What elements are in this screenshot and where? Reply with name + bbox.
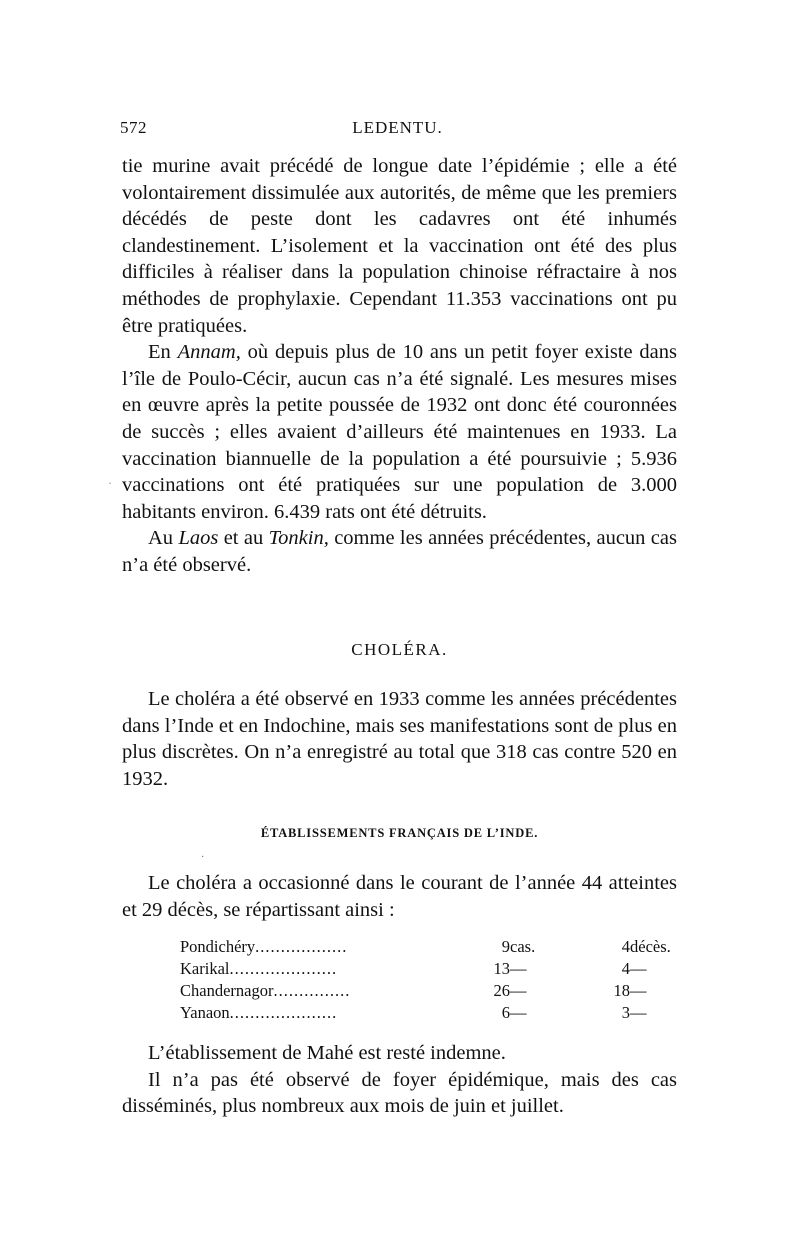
table-row: [180, 980, 700, 1002]
paragraph-annam: [122, 339, 677, 525]
paragraph-disseminated: Il n’a pas été observé de foyer épidémique, mais des cas disséminés, plus nombreux aux mois de juin et juillet.: [122, 1068, 677, 1118]
section-heading-cholera: CHOLÉRA.: [351, 640, 448, 659]
cases-table: [180, 936, 700, 1024]
deaths-unit: —: [630, 981, 647, 1000]
deaths-count: 4: [621, 937, 630, 956]
leader-dots: ...............: [273, 981, 351, 1000]
place-annam: Annam,: [177, 341, 241, 364]
etablissements-section: [122, 870, 677, 923]
plague-section: [122, 153, 677, 579]
cases-unit: —: [510, 981, 527, 1000]
place-tonkin: Tonkin,: [268, 527, 329, 550]
place-name: Pondichéry: [180, 937, 256, 956]
deaths-unit: —: [630, 959, 647, 978]
place-name: Yanaon: [180, 1003, 230, 1022]
subheading-etablissements: ÉTABLISSEMENTS FRANÇAIS DE L’INDE.: [260, 826, 539, 840]
page-number: 572: [120, 118, 147, 137]
cholera-section: [122, 686, 677, 792]
closing-section: [122, 1040, 677, 1120]
table-row: [180, 1002, 700, 1024]
table-row: [180, 936, 700, 958]
margin-mark: ·: [108, 476, 112, 490]
paragraph-cholera: Le choléra a été observé en 1933 comme les années précédentes dans l’Inde et en Indochine, mais ses manifestations sont de plus en plus discrètes. On n’a enregistré au total que 318 cas contre 520 en 1932.: [122, 688, 677, 790]
deaths-count: 3: [621, 1003, 630, 1022]
cases-count: 6: [501, 1003, 510, 1022]
lead-word: En: [148, 341, 178, 364]
deaths-unit: décès.: [630, 937, 671, 956]
margin-mark: ·: [201, 852, 205, 863]
paragraph-laos-text: comme les années précédentes, aucun cas n’a été observé.: [122, 527, 677, 576]
leader-dots: ..................: [255, 937, 348, 956]
lead-word: Au: [148, 527, 179, 550]
cases-unit: —: [510, 959, 527, 978]
paragraph-laos-tonkin: [122, 525, 677, 578]
cases-unit: —: [510, 1003, 527, 1022]
cases-count: 13: [493, 959, 510, 978]
running-title: LEDENTU.: [352, 118, 443, 137]
deaths-unit: —: [630, 1003, 647, 1022]
paragraph-annam-text: où depuis plus de 10 ans un petit foyer existe dans l’île de Poulo-Cécir, aucun cas n’a été signalé. Les mesures mises en œuvre après la petite poussée de 1932 ont donc été couronnées de succès ; elles avaient d’ailleurs été maintenues en 1933. La vaccination biannuelle de la population a été poursuivie ; 5.936 vaccinations ont été pratiquées sur une population de 3.000 habitants environ. 6.439 rats ont été détruits.: [122, 341, 678, 523]
table-row: [180, 958, 700, 980]
place-name: Chandernagor: [180, 981, 274, 1000]
cases-unit: cas.: [510, 937, 536, 956]
cases-count: 26: [493, 981, 510, 1000]
leader-dots: .....................: [229, 959, 338, 978]
place-name: Karikal: [180, 959, 230, 978]
running-header: [120, 118, 675, 142]
paragraph-mahe: L’établissement de Mahé est resté indemne.: [148, 1042, 506, 1064]
cases-count: 9: [501, 937, 510, 956]
deaths-count: 18: [613, 981, 630, 1000]
paragraph-etablissements-intro: Le choléra a occasionné dans le courant de l’année 44 atteintes et 29 décès, se répartissant ainsi :: [122, 872, 677, 921]
place-laos: Laos: [178, 527, 219, 550]
paragraph-continuation: tie murine avait précédé de longue date l’épidémie ; elle a été volontairement dissimulée aux autorités, de même que les premiers décédés de peste dont les cadavres ont été inhumés clandestinement. L’isolement et la vaccination ont été des plus difficiles à réaliser dans la population chinoise réfractaire à nos méthodes de prophylaxie. Cependant 11.353 vaccinations ont pu être pratiquées.: [122, 155, 677, 337]
connector-text: et au: [218, 527, 269, 550]
deaths-count: 4: [621, 959, 630, 978]
leader-dots: .....................: [229, 1003, 338, 1022]
